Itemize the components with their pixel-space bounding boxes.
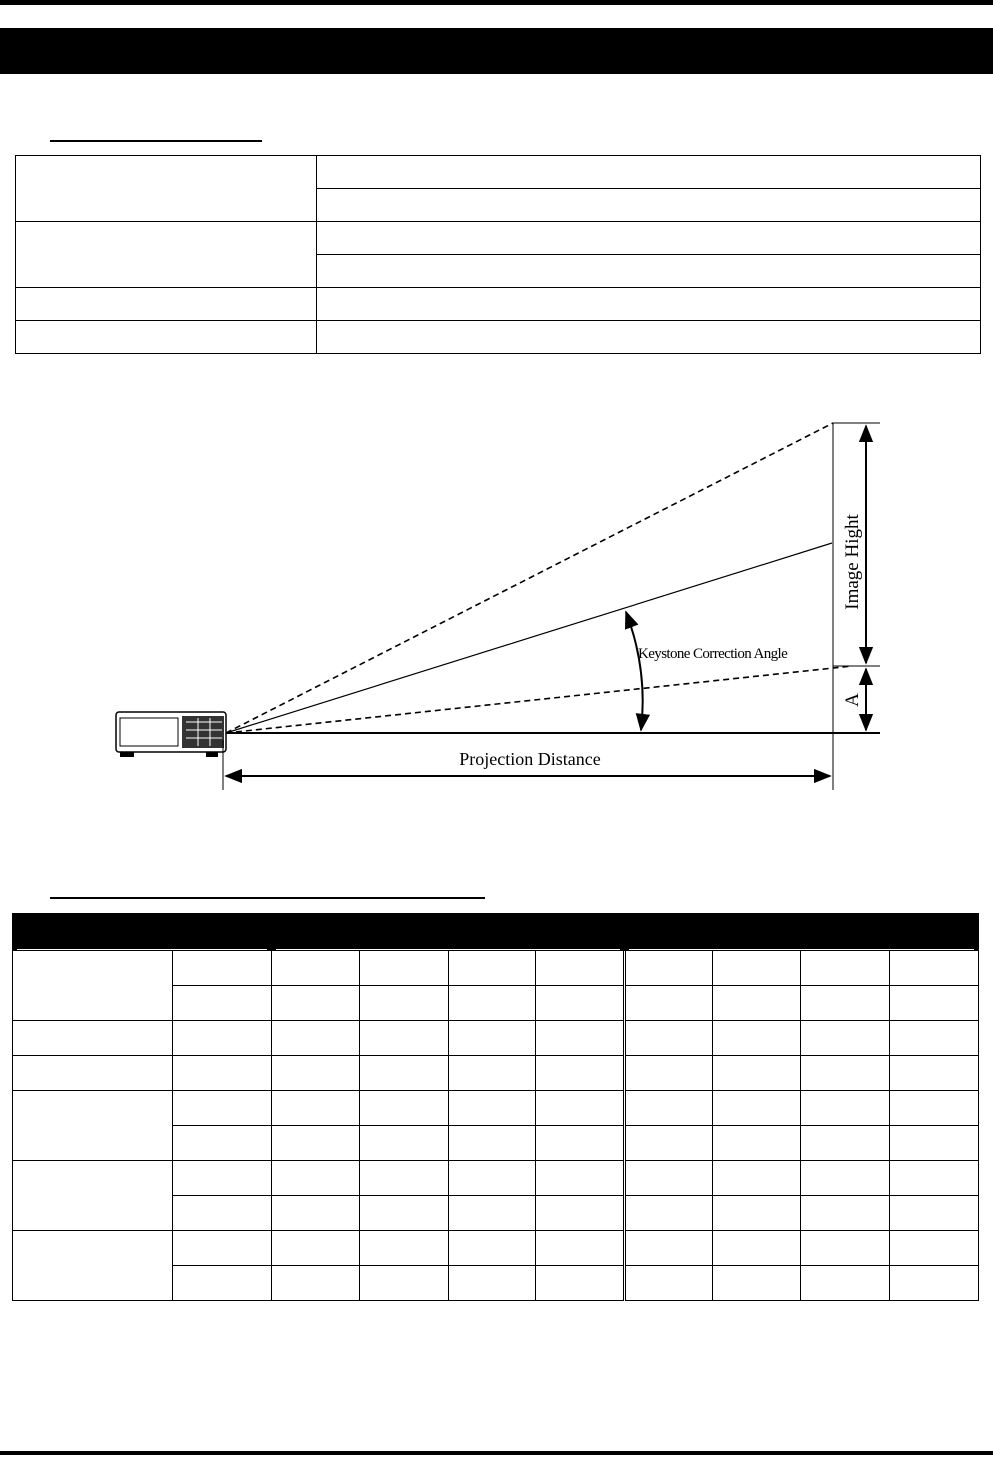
table-cell xyxy=(625,1266,713,1301)
table-cell xyxy=(713,1021,801,1056)
table-cell xyxy=(16,222,317,288)
table-row xyxy=(16,222,981,255)
table-cell xyxy=(713,1266,801,1301)
table-cell xyxy=(359,1266,448,1301)
table-cell xyxy=(625,1196,713,1231)
table-cell xyxy=(271,1056,359,1091)
table-cell xyxy=(448,1056,536,1091)
table-cell xyxy=(271,951,359,986)
table-cell xyxy=(713,1161,801,1196)
table-cell xyxy=(890,1091,979,1126)
section-heading-underline xyxy=(50,897,485,899)
table-header-cell xyxy=(625,914,979,951)
table-cell xyxy=(890,986,979,1021)
table-cell xyxy=(172,1056,271,1091)
table-cell xyxy=(271,1091,359,1126)
table-cell xyxy=(359,1091,448,1126)
table-row xyxy=(13,1091,979,1126)
table-cell xyxy=(713,1196,801,1231)
projection-distance-table xyxy=(12,913,979,1301)
projection-distance-label: Projection Distance xyxy=(459,749,601,769)
table-cell xyxy=(801,1056,890,1091)
table-cell xyxy=(359,1021,448,1056)
table-cell xyxy=(271,986,359,1021)
table-cell xyxy=(801,986,890,1021)
table-cell xyxy=(536,1126,625,1161)
projector-icon xyxy=(116,712,226,757)
table-cell xyxy=(536,1231,625,1266)
table-cell xyxy=(172,1126,271,1161)
table-cell xyxy=(536,1266,625,1301)
table-cell xyxy=(359,986,448,1021)
table-cell xyxy=(359,1196,448,1231)
table-cell xyxy=(13,1091,173,1161)
table-cell xyxy=(448,1126,536,1161)
center-axis-line xyxy=(226,543,832,733)
image-height-label: Image Hight xyxy=(842,514,863,610)
table-cell xyxy=(359,1231,448,1266)
table-cell xyxy=(801,1021,890,1056)
table-cell xyxy=(16,321,317,354)
table-cell xyxy=(172,1266,271,1301)
table-cell xyxy=(172,1196,271,1231)
table-cell xyxy=(536,1091,625,1126)
table-cell xyxy=(713,1056,801,1091)
table-cell xyxy=(271,1161,359,1196)
table-cell xyxy=(359,1126,448,1161)
table-cell xyxy=(890,951,979,986)
table-cell xyxy=(801,951,890,986)
table-cell xyxy=(625,986,713,1021)
spec-table xyxy=(15,155,981,354)
table-cell xyxy=(713,1231,801,1266)
table-cell xyxy=(536,1196,625,1231)
table-cell xyxy=(448,986,536,1021)
table-cell xyxy=(359,951,448,986)
table-header-cell xyxy=(13,914,272,951)
table-cell xyxy=(16,156,317,222)
table-cell xyxy=(13,1231,173,1301)
table-cell xyxy=(172,1091,271,1126)
projection-diagram xyxy=(0,400,993,800)
table-cell xyxy=(625,1056,713,1091)
table-cell xyxy=(448,1231,536,1266)
table-cell xyxy=(172,986,271,1021)
table-cell xyxy=(448,1021,536,1056)
table-cell xyxy=(172,1161,271,1196)
table-header-cell xyxy=(271,914,625,951)
table-cell xyxy=(713,986,801,1021)
keystone-angle-label: Keystone Correction Angle xyxy=(638,646,788,662)
table-cell xyxy=(13,1161,173,1231)
table-row xyxy=(13,1021,979,1056)
table-cell xyxy=(890,1056,979,1091)
table-cell xyxy=(713,1126,801,1161)
table-cell xyxy=(448,1091,536,1126)
table-cell xyxy=(890,1231,979,1266)
table-cell xyxy=(359,1161,448,1196)
table-cell xyxy=(625,1161,713,1196)
table-cell xyxy=(317,321,981,354)
section-title-bar xyxy=(0,28,993,74)
table-cell xyxy=(13,951,173,1021)
table-cell xyxy=(625,1091,713,1126)
section-heading-underline xyxy=(50,140,262,142)
lower-projection-line xyxy=(226,666,852,733)
table-cell xyxy=(801,1196,890,1231)
table-row xyxy=(16,156,981,189)
keystone-angle-arc xyxy=(626,612,643,730)
table-cell xyxy=(16,288,317,321)
table-cell xyxy=(317,288,981,321)
table-cell xyxy=(172,951,271,986)
table-cell xyxy=(536,986,625,1021)
table-cell xyxy=(713,1091,801,1126)
table-row xyxy=(13,1056,979,1091)
table-row xyxy=(13,951,979,986)
table-cell xyxy=(801,1231,890,1266)
table-cell xyxy=(172,1021,271,1056)
table-cell xyxy=(536,1056,625,1091)
table-cell xyxy=(448,1266,536,1301)
table-row xyxy=(13,1161,979,1196)
table-cell xyxy=(13,1056,173,1091)
table-cell xyxy=(625,1231,713,1266)
table-cell xyxy=(890,1161,979,1196)
table-cell xyxy=(713,951,801,986)
table-cell xyxy=(448,1161,536,1196)
table-cell xyxy=(271,1231,359,1266)
table-cell xyxy=(448,951,536,986)
top-rule xyxy=(0,0,993,5)
table-cell xyxy=(890,1196,979,1231)
offset-label: A xyxy=(842,693,863,707)
table-cell xyxy=(359,1056,448,1091)
table-cell xyxy=(890,1021,979,1056)
table-cell xyxy=(317,255,981,288)
table-row xyxy=(13,1231,979,1266)
table-cell xyxy=(890,1266,979,1301)
table-cell xyxy=(271,1021,359,1056)
table-cell xyxy=(625,1021,713,1056)
table-cell xyxy=(271,1266,359,1301)
table-cell xyxy=(801,1126,890,1161)
upper-projection-line xyxy=(226,423,833,733)
table-cell xyxy=(172,1231,271,1266)
table-cell xyxy=(317,189,981,222)
table-cell xyxy=(536,1161,625,1196)
table-cell xyxy=(625,951,713,986)
table-cell xyxy=(13,1021,173,1056)
table-cell xyxy=(890,1126,979,1161)
table-cell xyxy=(536,1021,625,1056)
table-cell xyxy=(271,1126,359,1161)
table-cell xyxy=(801,1091,890,1126)
table-cell xyxy=(317,222,981,255)
table-cell xyxy=(801,1266,890,1301)
table-row xyxy=(16,288,981,321)
table-cell xyxy=(536,951,625,986)
table-header-row xyxy=(13,914,979,951)
table-row xyxy=(16,321,981,354)
table-cell xyxy=(317,156,981,189)
table-cell xyxy=(271,1196,359,1231)
table-cell xyxy=(625,1126,713,1161)
bottom-rule xyxy=(0,1451,993,1455)
table-cell xyxy=(448,1196,536,1231)
table-cell xyxy=(801,1161,890,1196)
